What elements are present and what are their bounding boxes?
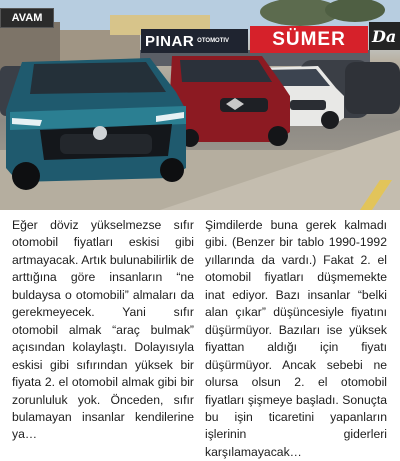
article-paragraph-right: Şimdilerde buna gerek kalmadı gibi. (Benzer bir tablo 1990-1992 yıllarında da vardı.) Fakat 2. el otomobil fiyatları düşmemekte inat ediyor. Bazı insanlar “belki alan çıkar” düşüncesiyle fiyatını düşürmüyor. Bazıları ise yüksek fiyattan aldığı için fiyatı düşürmüyor. Ancak sebebi ne olursa olsun 2. el otomobil fiyatları şişmeye başladı. Sonuçta bu işin ticaretini yapanların işlerinin giderleri karşılamayacak… bbox=[205, 218, 387, 459]
car-lot-photo bbox=[0, 0, 400, 210]
article-column-right bbox=[205, 217, 387, 461]
sumer-sign bbox=[250, 26, 368, 53]
pinar-sign-subtext: OTOMOTIV bbox=[197, 38, 230, 44]
pinar-sign-text: PINAR bbox=[145, 32, 195, 50]
da-sign-text: Da bbox=[372, 26, 397, 46]
article-column-left bbox=[12, 217, 194, 444]
article-body bbox=[0, 210, 400, 459]
avam-sign bbox=[0, 8, 54, 28]
da-sign bbox=[369, 22, 400, 50]
avam-sign-text: AVAM bbox=[11, 12, 43, 24]
sumer-sign-text: SÜMER bbox=[272, 28, 346, 50]
pinar-otomotiv-sign bbox=[141, 29, 248, 53]
article-paragraph-left: Eğer döviz yükselmezse sıfır otomobil fiyatları eskisi gibi artmayacak. Artık bulunabilirlik de arttığına göre insanların “ne buldaysa o otomobili” almaları da gerekmeyecek. Yani sıfır otomobil almak “araç bulmak” açısından kolaylaştı. Dolayısıyla eskisi gibi sıfırından yüksek bir fiyata 2. el otomobil almak gibi bir zorunluluk yok. Önceden, sıfır bulamayan insanlar kendilerine ya… bbox=[12, 218, 194, 442]
